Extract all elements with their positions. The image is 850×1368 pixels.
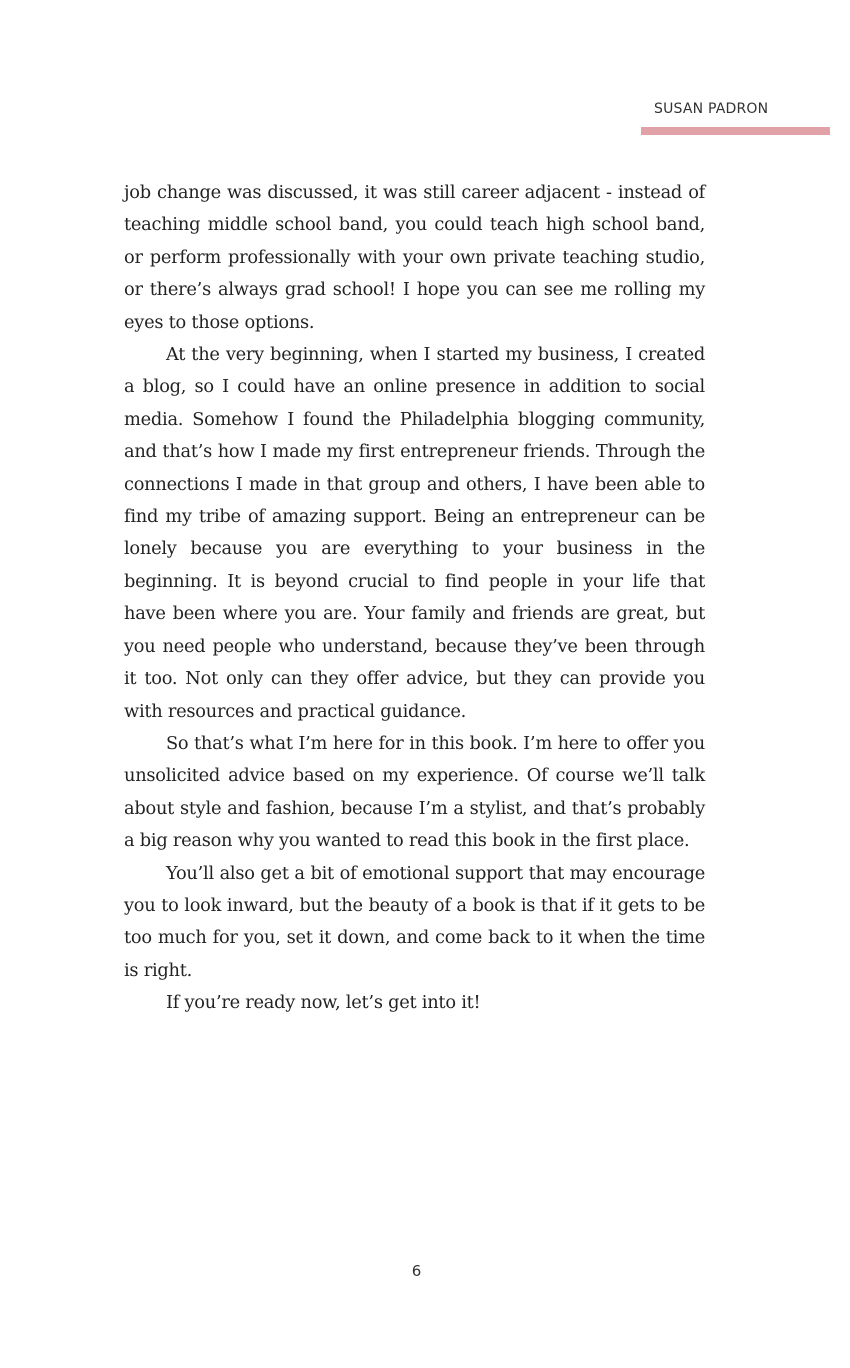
page-number: 6 bbox=[411, 1262, 422, 1280]
body-text bbox=[124, 177, 705, 1020]
paragraph-2: At the very beginning, when I started my business, I created a blog, so I could have an online presence in addition to social media. Somehow I found the Philadelphia blogging community, and that’s how I made my first entrepreneur friends. Through the connections I made in that group and others, I have been able to find my tribe of amazing support. Being an entrepreneur can be lonely because you are everything to your business in the beginning. It is beyond crucial to find people in your life that have been where you are. Your family and friends are great, but you need people who understand, because they’ve been through it too. Not only can they offer advice, but they can provide you with resources and practical guidance. bbox=[124, 344, 705, 722]
paragraph-4: You’ll also get a bit of emotional support that may encourage you to look inward, but the beauty of a book is that if it gets to be too much for you, set it down, and come back to it when the time is right. bbox=[124, 862, 705, 981]
paragraph-1: job change was discussed, it was still career adjacent - instead of teaching middle school band, you could teach high school band, or perform professionally with your own private teaching studio, or there’s always grad school! I hope you can see me rolling my eyes to those options. bbox=[124, 182, 705, 333]
paragraph-5: If you’re ready now, let’s get into it! bbox=[166, 992, 481, 1014]
header-accent-rule bbox=[641, 127, 830, 135]
running-head-author: SUSAN PADRON bbox=[654, 101, 769, 117]
paragraph-3: So that’s what I’m here for in this book. I’m here to offer you unsolicited advice based on my experience. Of course we’ll talk about style and fashion, because I’m a stylist, and that’s probably a big reason why you wanted to read this book in the first place. bbox=[124, 732, 705, 852]
